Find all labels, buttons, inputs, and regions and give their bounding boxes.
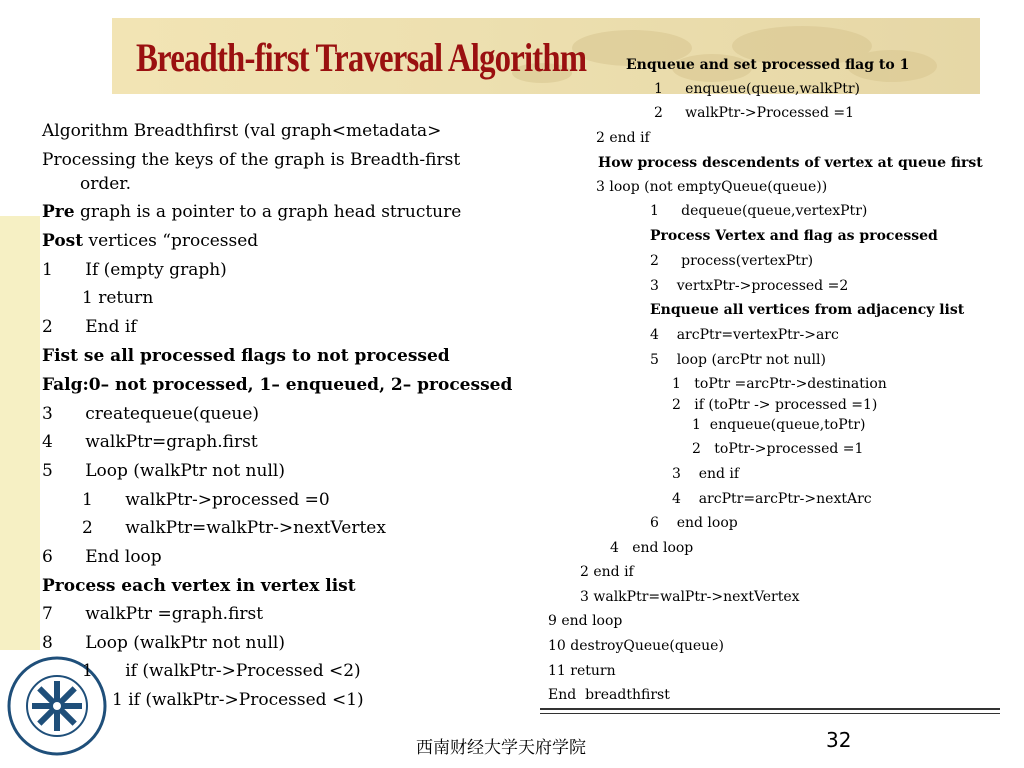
left-line: 4 walkPtr=graph.first [42, 432, 258, 452]
right-line: 4 arcPtr=vertexPtr->arc [650, 327, 839, 343]
right-line: 2 if (toPtr -> processed =1) [672, 397, 878, 413]
right-line: 5 loop (arcPtr not null) [650, 352, 826, 368]
footer-rule-bottom [540, 713, 1000, 714]
right-line: 1 toPtr =arcPtr->destination [672, 376, 887, 392]
left-heading: Process each vertex in vertex list [42, 576, 356, 596]
right-line: 9 end loop [548, 613, 623, 629]
post-label: Post [42, 231, 84, 251]
left-heading: Falg:0– not processed, 1– enqueued, 2– processed [42, 375, 513, 395]
slide-title: Breadth-first Traversal Algorithm [136, 35, 587, 80]
right-line: 2 process(vertexPtr) [650, 253, 814, 269]
right-line: 1 enqueue(queue,walkPtr) [654, 81, 860, 97]
right-line: End breadthfirst [548, 687, 670, 703]
pre-text: graph is a pointer to a graph head structure [79, 202, 462, 222]
footer-rule-top [540, 708, 1000, 710]
right-line: 3 walkPtr=walPtr->nextVertex [580, 589, 800, 605]
left-line: order. [80, 174, 131, 194]
right-line: 4 end loop [610, 540, 694, 556]
right-line: 6 end loop [650, 515, 738, 531]
right-heading: Process Vertex and flag as processed [650, 228, 938, 244]
right-heading: Enqueue and set processed flag to 1 [626, 57, 910, 73]
left-line: 1 if (walkPtr->Processed <1) [112, 690, 364, 710]
left-line: 1 if (walkPtr->Processed <2) [82, 661, 361, 681]
left-line: 5 Loop (walkPtr not null) [42, 461, 285, 481]
right-heading: How process descendents of vertex at queue first [598, 155, 983, 171]
right-line: 1 enqueue(queue,toPtr) [692, 417, 866, 433]
right-line: 3 end if [672, 466, 740, 482]
right-line: 11 return [548, 663, 616, 679]
page-number: 32 [826, 728, 852, 752]
side-decor-strip [0, 216, 40, 650]
right-heading: Enqueue all vertices from adjacency list [650, 302, 965, 318]
footer-institution: 西南财经大学天府学院 [416, 738, 586, 758]
right-line: 3 vertxPtr->processed =2 [650, 278, 849, 294]
left-heading: Fist se all processed flags to not processed [42, 346, 450, 366]
right-line: 2 end if [596, 130, 650, 146]
left-line: 2 End if [42, 317, 137, 337]
post-text: vertices “processed [88, 231, 259, 251]
right-line: 2 end if [580, 564, 634, 580]
left-line: 6 End loop [42, 547, 162, 567]
right-line: 2 walkPtr->Processed =1 [654, 105, 855, 121]
left-line: 1 walkPtr->processed =0 [82, 490, 330, 510]
pre-label: Pre [42, 202, 75, 222]
left-line: 1 If (empty graph) [42, 260, 227, 280]
left-line: 8 Loop (walkPtr not null) [42, 633, 285, 653]
right-line: 3 loop (not emptyQueue(queue)) [596, 179, 828, 195]
left-line: 3 createqueue(queue) [42, 404, 260, 424]
left-line: 2 walkPtr=walkPtr->nextVertex [82, 518, 386, 538]
left-line: 1 return [82, 288, 154, 308]
left-line: Processing the keys of the graph is Breadth-first [42, 150, 461, 170]
right-line: 1 dequeue(queue,vertexPtr) [650, 203, 868, 219]
post-line [42, 231, 258, 251]
right-line: 10 destroyQueue(queue) [548, 638, 724, 654]
left-line: 7 walkPtr =graph.first [42, 604, 264, 624]
algorithm-header: Algorithm Breadthfirst (val graph<metadata> [42, 121, 442, 141]
right-line: 4 arcPtr=arcPtr->nextArc [672, 491, 872, 507]
pre-line [42, 202, 461, 222]
right-line: 2 toPtr->processed =1 [692, 441, 864, 457]
